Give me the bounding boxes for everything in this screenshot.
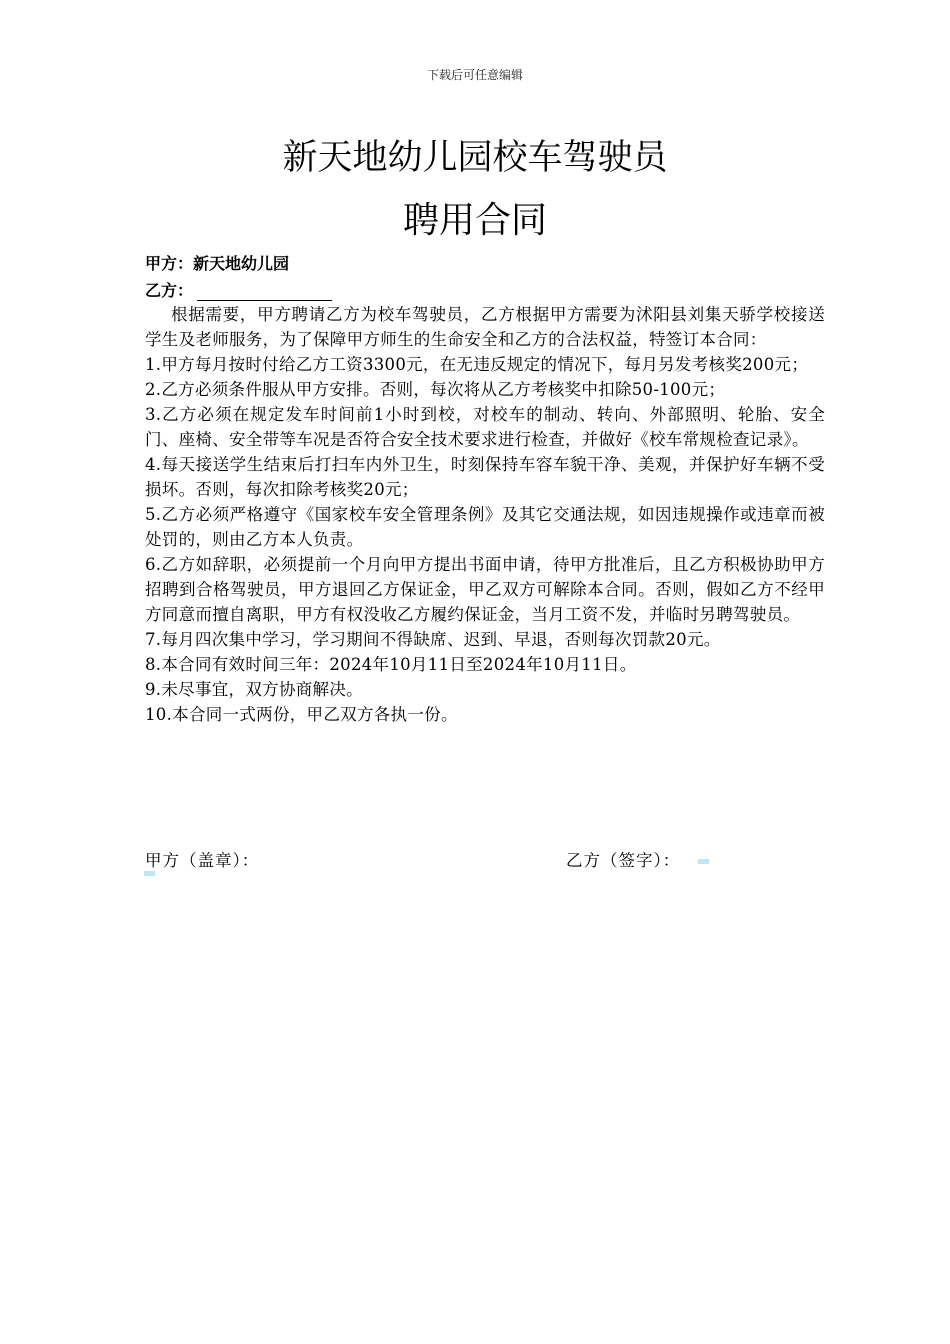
contract-body — [145, 302, 825, 727]
party-b-label: 乙方： — [145, 281, 194, 300]
signature-party-b: 乙方（签字）： — [566, 851, 681, 870]
clause-9: 9.未尽事宜，双方协商解决。 — [145, 680, 363, 699]
signature-party-a: 甲方（盖章）： — [145, 851, 260, 870]
clause-1: 1.甲方每月按时付给乙方工资3300元，在无违反规定的情况下，每月另发考核奖200元； — [145, 355, 809, 374]
clause-8: 8.本合同有效时间三年：2024年10月11日至2024年10月11日。 — [145, 655, 637, 674]
header-note: 下载后可任意编辑 — [426, 68, 523, 82]
clause-5: 5.乙方必须严格遵守《国家校车安全管理条例》及其它交通法规，如因违规操作或违章而被处罚的，则由乙方本人负责。 — [145, 505, 825, 549]
field-marker — [698, 859, 709, 864]
party-a-label: 甲方：新天地幼儿园 — [145, 254, 290, 273]
contract-title-line1: 新天地幼儿园校车驾驶员 — [282, 138, 668, 178]
clause-2: 2.乙方必须条件服从甲方安排。否则，每次将从乙方考核奖中扣除50-100元； — [145, 380, 726, 399]
clause-4: 4.每天接送学生结束后打扫车内外卫生，时刻保持车容车貌干净、美观，并保护好车辆不受损坏。否则，每次扣除考核奖20元； — [145, 455, 825, 499]
party-b-blank — [197, 284, 332, 301]
party-b-line — [145, 278, 332, 301]
field-marker — [144, 871, 155, 876]
clause-3: 3.乙方必须在规定发车时间前1小时到校，对校车的制动、转向、外部照明、轮胎、安全门、座椅、安全带等车况是否符合安全技术要求进行检查，并做好《校车常规检查记录》。 — [145, 405, 825, 449]
clause-7: 7.每月四次集中学习，学习期间不得缺席、迟到、早退，否则每次罚款20元。 — [145, 630, 721, 649]
party-a-line — [145, 251, 289, 274]
contract-intro: 根据需要，甲方聘请乙方为校车驾驶员，乙方根据甲方需要为沭阳县刘集天骄学校接送学生及老师服务，为了保障甲方师生的生命安全和乙方的合法权益，特签订本合同： — [145, 305, 825, 349]
contract-title-line2: 聘用合同 — [402, 200, 547, 241]
clause-6: 6.乙方如辞职，必须提前一个月向甲方提出书面申请，待甲方批准后，且乙方积极协助甲方招聘到合格驾驶员，甲方退回乙方保证金，甲乙双方可解除本合同。否则，假如乙方不经甲方同意而擅自离职，甲方有权没收乙方履约保证金，当月工资不发，并临时另聘驾驶员。 — [145, 555, 825, 624]
clause-10: 10.本合同一式两份，甲乙双方各执一份。 — [145, 705, 458, 724]
